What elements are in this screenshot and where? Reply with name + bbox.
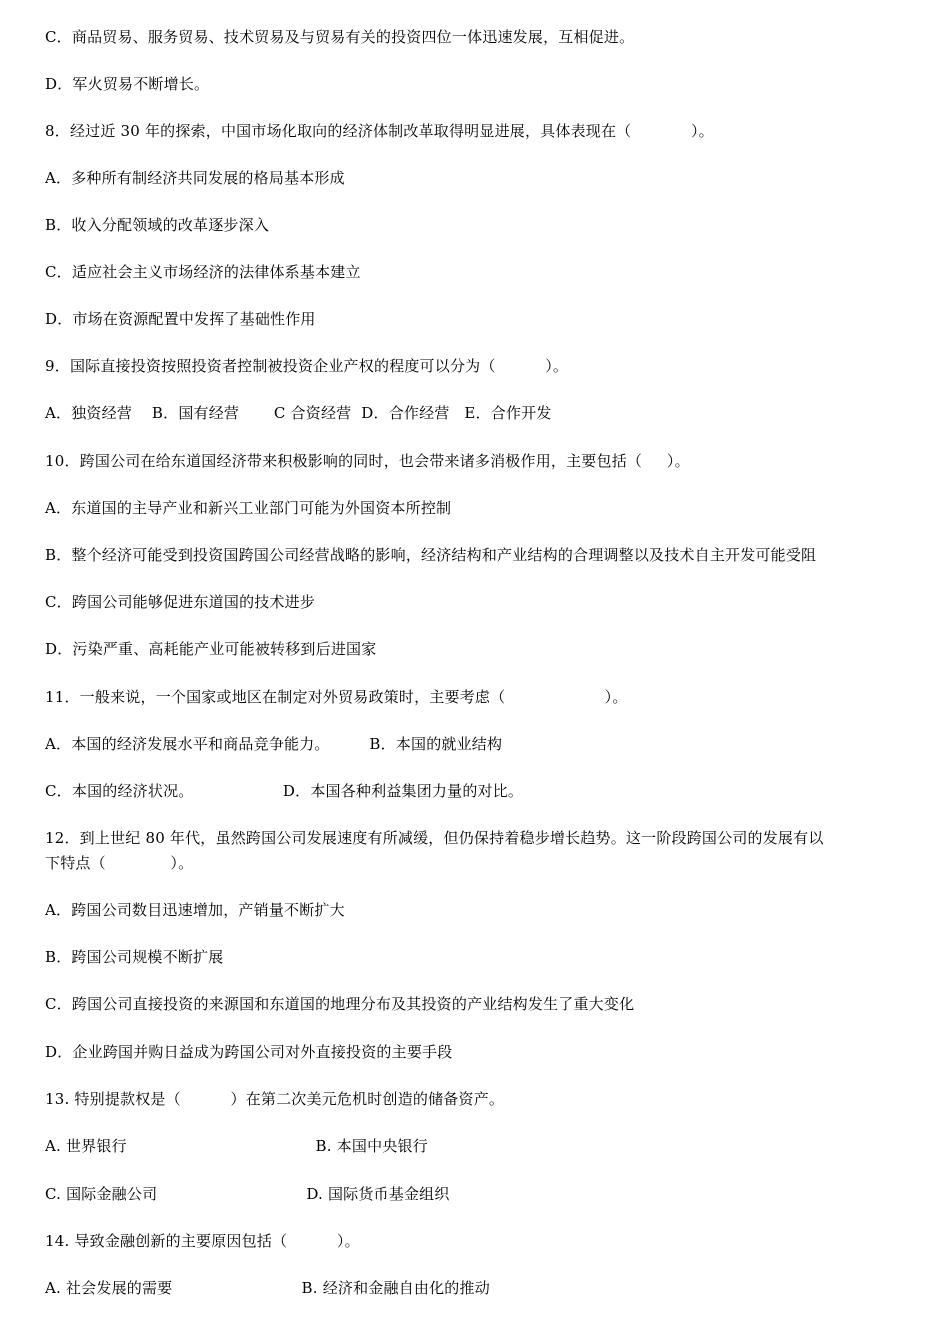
option-a-q12: A．跨国公司数目迅速增加，产销量不断扩大 — [45, 901, 345, 919]
options-ab-q11: A．本国的经济发展水平和商品竞争能力。 B．本国的就业结构 — [45, 735, 503, 753]
option-a-q8: A．多种所有制经济共同发展的格局基本形成 — [45, 169, 345, 187]
question-8: 8．经过近 30 年的探索，中国市场化取向的经济体制改革取得明显进展，具体表现在（ ）。 — [45, 122, 714, 140]
option-b-q12: B．跨国公司规模不断扩展 — [45, 948, 224, 966]
options-cd-q13: C. 国际金融公司 D. 国际货币基金组织 — [45, 1185, 450, 1203]
option-c-q8: C．适应社会主义市场经济的法律体系基本建立 — [45, 263, 361, 281]
question-13: 13. 特别提款权是（ ）在第二次美元危机时创造的储备资产。 — [45, 1090, 505, 1108]
option-d-q7: D．军火贸易不断增长。 — [45, 75, 210, 93]
option-d-q12: D．企业跨国并购日益成为跨国公司对外直接投资的主要手段 — [45, 1043, 453, 1061]
option-c-q10: C．跨国公司能够促进东道国的技术进步 — [45, 593, 316, 611]
options-q9: A．独资经营 B．国有经营 C 合资经营 D．合作经营 E．合作开发 — [45, 404, 552, 422]
option-d-q10: D．污染严重、高耗能产业可能被转移到后进国家 — [45, 640, 377, 658]
option-c-q7: C．商品贸易、服务贸易、技术贸易及与贸易有关的投资四位一体迅速发展，互相促进。 — [45, 28, 635, 46]
option-d-q8: D．市场在资源配置中发挥了基础性作用 — [45, 310, 316, 328]
question-9: 9．国际直接投资按照投资者控制被投资企业产权的程度可以分为（ ）。 — [45, 357, 569, 375]
options-ab-q14: A. 社会发展的需要 B. 经济和金融自由化的推动 — [45, 1279, 490, 1297]
option-b-q10: B．整个经济可能受到投资国跨国公司经营战略的影响，经济结构和产业结构的合理调整以及技术自主开发可能受阻 — [45, 546, 817, 564]
option-a-q10: A．东道国的主导产业和新兴工业部门可能为外国资本所控制 — [45, 499, 452, 517]
option-b-q8: B．收入分配领域的改革逐步深入 — [45, 216, 270, 234]
options-cd-q11: C．本国的经济状况。 D．本国各种利益集团力量的对比。 — [45, 782, 524, 800]
question-12-line1: 12．到上世纪 80 年代，虽然跨国公司发展速度有所减缓，但仍保持着稳步增长趋势。这一阶段跨国公司的发展有以 — [45, 829, 824, 847]
question-11: 11．一般来说，一个国家或地区在制定对外贸易政策时，主要考虑（ ）。 — [45, 688, 628, 706]
option-c-q12: C．跨国公司直接投资的来源国和东道国的地理分布及其投资的产业结构发生了重大变化 — [45, 995, 635, 1013]
question-14: 14. 导致金融创新的主要原因包括（ ）。 — [45, 1232, 360, 1250]
options-ab-q13: A. 世界银行 B. 本国中央银行 — [45, 1137, 428, 1155]
question-12-line2: 下特点（ ）。 — [45, 854, 194, 872]
question-10: 10．跨国公司在给东道国经济带来积极影响的同时，也会带来诸多消极作用，主要包括（ ）。 — [45, 452, 690, 470]
